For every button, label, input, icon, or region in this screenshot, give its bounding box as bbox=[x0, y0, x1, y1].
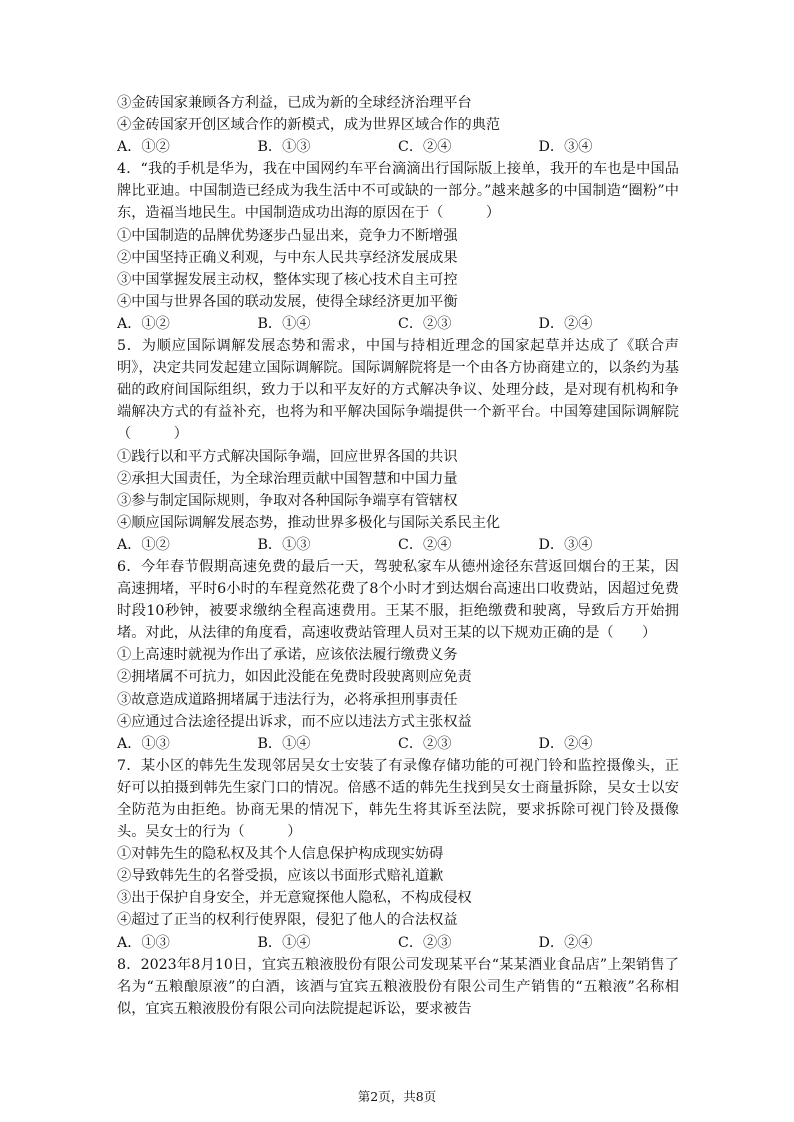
statement: ③故意造成道路拥堵属于违法行为，必将承担刑事责任 bbox=[117, 691, 458, 708]
statement: ①上高速时就视为作出了承诺，应该依法履行缴费义务 bbox=[117, 647, 458, 664]
option-c: C．②③ bbox=[398, 735, 452, 752]
statement: ①践行以和平方式解决国际争端，回应世界各国的共识 bbox=[117, 448, 458, 465]
option-b: B．①③ bbox=[257, 536, 311, 553]
option-b: B．①④ bbox=[257, 735, 311, 752]
page-footer: 第2页，共8页 bbox=[357, 1089, 437, 1104]
answer-options bbox=[117, 534, 679, 556]
question-5 bbox=[117, 335, 679, 556]
question-stem: 6．今年春节假期高速免费的最后一天，驾驶私家车从德州途径东营返回烟台的王某，因高速拥堵，平时6小时的车程竟然花费了8个小时才到达烟台高速出口收费站，因超过免费时段10秒钟，被要求缴纳全程高速费用。王某不服，拒绝缴费和驶离，导致后方开始拥堵。对此，从法律的角度看，高速收费站管理人员对王某的以下规劝正确的是（ ） bbox=[117, 558, 679, 642]
option-c: C．②④ bbox=[398, 536, 452, 553]
statement: ②中国坚持正确义利观，与中东人民共享经济发展成果 bbox=[117, 249, 458, 266]
question-8 bbox=[117, 954, 679, 1020]
option-d: D．③④ bbox=[538, 139, 593, 156]
option-a: A．①③ bbox=[117, 735, 170, 752]
question-3-tail bbox=[117, 92, 679, 158]
answer-options bbox=[117, 733, 679, 755]
statement: ④顺应国际调解发展态势，推动世界多极化与国际关系民主化 bbox=[117, 514, 501, 531]
statement: ④超过了正当的权利行使界限，侵犯了他人的合法权益 bbox=[117, 912, 458, 929]
option-b: B．①③ bbox=[257, 139, 311, 156]
option-c: C．②④ bbox=[398, 139, 452, 156]
option-b: B．①④ bbox=[257, 315, 311, 332]
statement: ③参与制定国际规则，争取对各种国际争端享有管辖权 bbox=[117, 492, 458, 509]
option-d: D．②④ bbox=[538, 934, 593, 951]
statement: ④中国与世界各国的联动发展，使得全球经济更加平衡 bbox=[117, 293, 458, 310]
statement: ②导致韩先生的名誉受损，应该以书面形式赔礼道歉 bbox=[117, 868, 444, 885]
option-a: A．①② bbox=[117, 139, 170, 156]
question-stem: 8．2023年8月10日，宜宾五粮液股份有限公司发现某平台“某某酒业食品店”上架销售了名为“五粮酿原液”的白酒，该酒与宜宾五粮液股份有限公司生产销售的“五粮液”名称相似，宜宾五粮液股份有限公司向法院提起诉讼，要求被告 bbox=[117, 956, 679, 1017]
exam-page bbox=[117, 92, 679, 1020]
question-stem: 7．某小区的韩先生发现邻居吴女士安装了有录像存储功能的可视门铃和监控摄像头，正好可以拍摄到韩先生家门口的情况。倍感不适的韩先生找到吴女士商量拆除，吴女士以安全防范为由拒绝。协商无果的情况下，韩先生将其诉至法院，要求拆除可视门铃及摄像头。吴女士的行为（ ） bbox=[117, 757, 679, 841]
question-7 bbox=[117, 755, 679, 954]
option-a: A．①② bbox=[117, 536, 170, 553]
statement: ②承担大国责任，为全球治理贡献中国智慧和中国力量 bbox=[117, 470, 458, 487]
statement: ①对韩先生的隐私权及其个人信息保护构成现实妨碍 bbox=[117, 846, 444, 863]
option-c: C．②③ bbox=[398, 315, 452, 332]
option-a: A．①③ bbox=[117, 934, 170, 951]
option-d: D．③④ bbox=[538, 536, 593, 553]
option-b: B．①④ bbox=[257, 934, 311, 951]
statement: ③出于保护自身安全，并无意窥探他人隐私，不构成侵权 bbox=[117, 890, 472, 907]
statement: ③金砖国家兼顾各方利益，已成为新的全球经济治理平台 bbox=[117, 95, 472, 111]
answer-options bbox=[117, 932, 679, 954]
question-stem: 5．为顺应国际调解发展态势和需求，中国与持相近理念的国家起草并达成了《联合声明》，决定共同发起建立国际调解院。国际调解院将是一个由各方协商建立的，以条约为基础的政府间国际组织，致力于以和平友好的方式解决争议、处理分歧，是对现有机构和争端解决方式的有益补充，也将为和平解决国际争端提供一个新平台。中国筹建国际调解院（ ） bbox=[117, 338, 679, 443]
option-d: D．②④ bbox=[538, 315, 593, 332]
statement: ④金砖国家开创区域合作的新模式，成为世界区域合作的典范 bbox=[117, 117, 501, 134]
statement: ③中国掌握发展主动权，整体实现了核心技术自主可控 bbox=[117, 271, 458, 288]
question-4 bbox=[117, 158, 679, 335]
answer-options bbox=[117, 313, 679, 335]
statement: ①中国制造的品牌优势逐步凸显出来，竞争力不断增强 bbox=[117, 227, 458, 244]
option-d: D．②④ bbox=[538, 735, 593, 752]
question-stem: 4．“我的手机是华为，我在中国网约车平台滴滴出行国际版上接单，我开的车也是中国品牌比亚迪。中国制造已经成为我生活中不可或缺的一部分。”越来越多的中国制造“圈粉”中东，造福当地民生。中国制造成功出海的原因在于（ ） bbox=[117, 161, 679, 222]
option-a: A．①② bbox=[117, 315, 170, 332]
answer-options bbox=[117, 136, 679, 158]
question-6 bbox=[117, 556, 679, 755]
option-c: C．②③ bbox=[398, 934, 452, 951]
statement: ④应通过合法途径提出诉求，而不应以违法方式主张权益 bbox=[117, 713, 472, 730]
statement: ②拥堵属不可抗力，如因此没能在免费时段驶离则应免责 bbox=[117, 669, 472, 686]
